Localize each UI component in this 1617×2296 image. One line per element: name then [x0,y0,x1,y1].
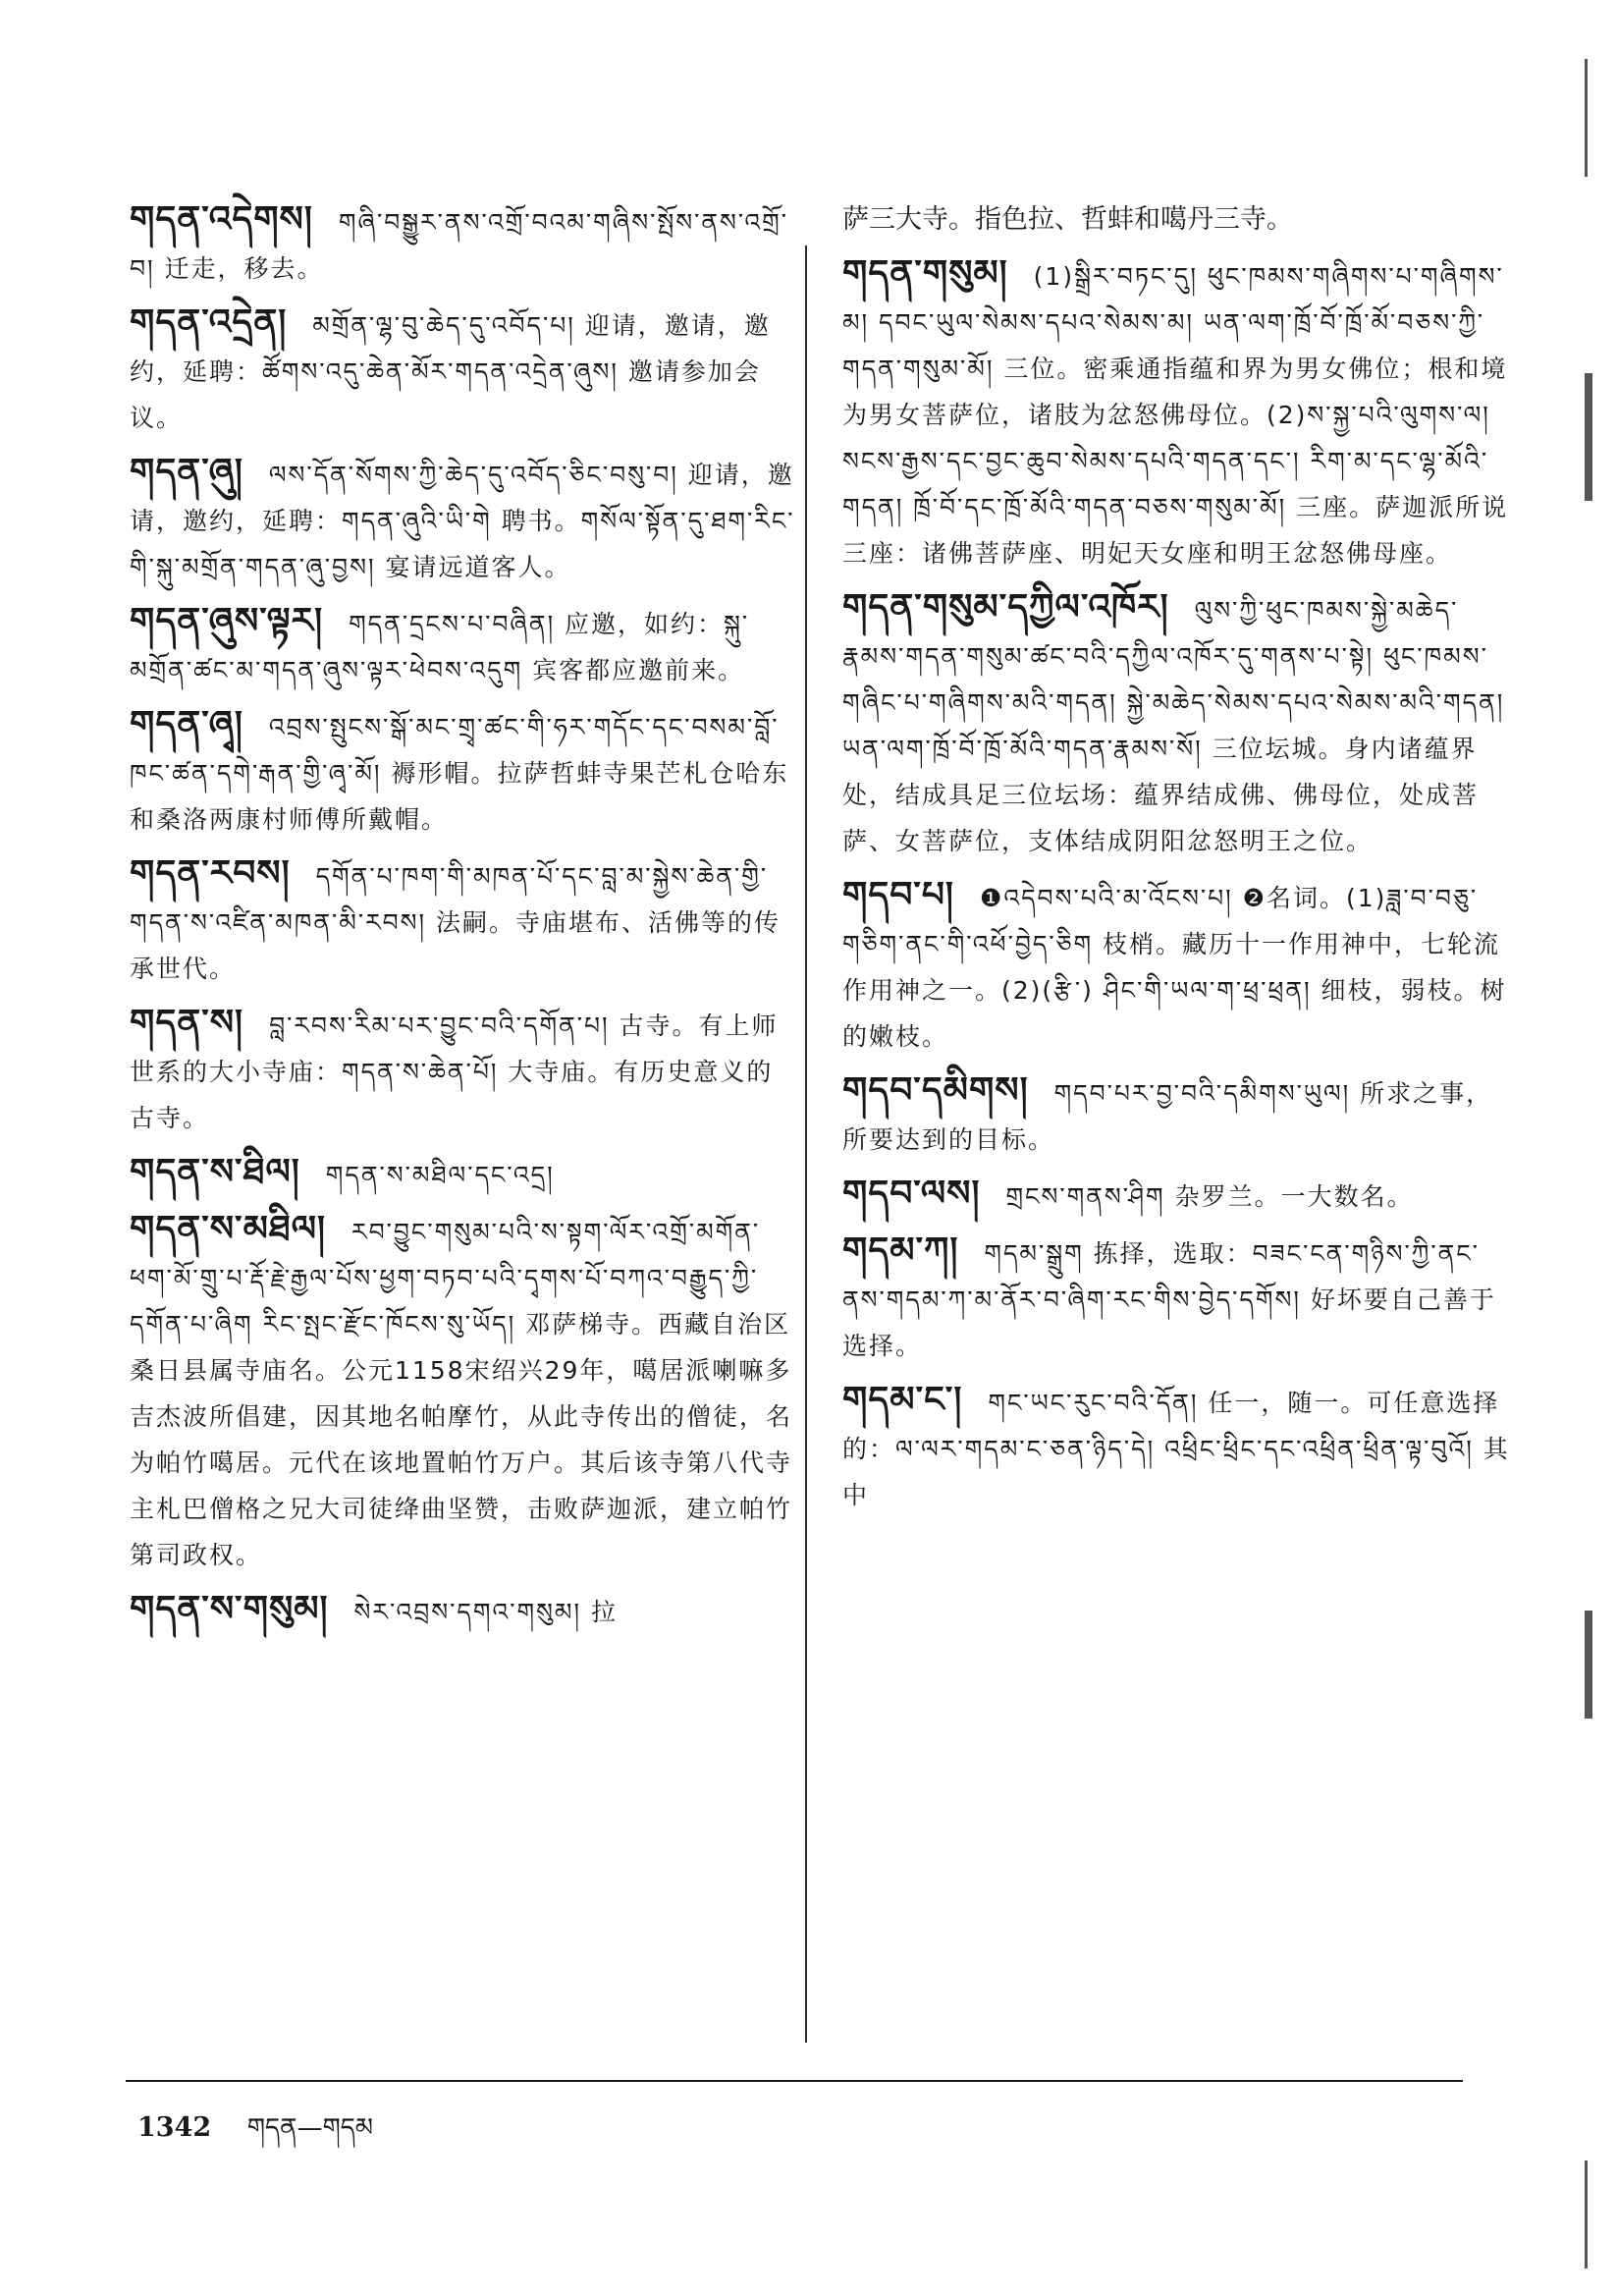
dictionary-entry [130,850,797,992]
headword: གདན་འདེགས། [130,199,313,240]
headword: གདབ་ལས། [842,1174,981,1214]
page-range: གདན—གདམ [246,2113,374,2143]
definition: གདན་དྲངས་པ་བཞིན། 应邀，如约：སྐུ་མགྲོན་ཚང་མ་གདན་ཞུས་ལྟར་ཕེབས་འདུག 宾客都应邀前来。 [130,610,750,684]
dictionary-entry [842,584,1510,864]
definition: དགོན་པ་ཁག་གི་མཁན་པོ་དང་བླ་མ་སྐྱེས་ཆེན་གྱི་གདན་ས་འཛིན་མཁན་མི་རབས། 法嗣。寺庙堪布、活佛等的传承世代。 [130,862,782,983]
definition: གང་ཡང་རུང་བའི་དོན། 任一，随一。可任意选择的：ལ་ལར་གདམ་ང་ཅན་ཉིད་དེ། འཕྲིང་ཕྲིང་དང་འཕྲིན་ཕྲིན་ལྟ་བུའོ། 其中 [842,1389,1510,1509]
dictionary-entry [842,1171,1510,1220]
page-footer [137,2100,373,2171]
definition: 萨三大寺。指色拉、哲蚌和噶丹三寺。 [842,204,1293,235]
headword: གདབ་དམིགས། [842,1070,1029,1111]
headword: གདན་ཞྭ། [130,704,243,744]
headword: གདན་ས། [130,1003,244,1043]
definition: འབྲས་སྤུངས་སྒོ་མང་གྲྭ་ཚང་གི་ཧར་གདོང་དང་བསམ་བློ་ཁང་ཚན་དགེ་རྒན་གྱི་ཞྭ་མོ། 褥形帽。拉萨哲蚌寺果芒札仓哈东和桑洛两康村师傅所戴帽。 [130,713,789,834]
headword: གདན་ཞུ། [130,452,243,492]
dictionary-entry [130,1149,797,1198]
headword: གདམ་ཀ། [842,1230,959,1271]
headword: གདན་རབས། [130,853,291,894]
footer-rule [126,2080,1463,2082]
headword: གདན་ཞུས་ལྟར། [130,601,324,641]
definition: གདན་ས་མཐིལ་དང་འདྲ། [325,1161,555,1189]
definition: གྲངས་གནས་ཤིག 杂罗兰。一大数名。 [1005,1182,1414,1211]
dictionary-entry [130,1206,797,1578]
edge-mark [1585,2160,1588,2269]
dictionary-entry [842,1067,1510,1163]
definition: ལས་དོན་སོགས་ཀྱི་ཆེད་དུ་འབོད་ཅིང་བསུ་བ། 迎请，邀请，邀约，延聘：གདན་ཞུའི་ཡི་གེ 聘书。གསོལ་སྟོན་དུ་ཐག་རིང་གི་སྐུ་མགྲོན་གདན་ཞུ་བྱས། 宴请远道客人。 [130,461,795,581]
page-number: 1342 [137,2112,212,2143]
right-column [842,196,1510,1526]
definition: གདམ་སྒྲུག 拣择，选取：བཟང་ངན་གཉིས་ཀྱི་ནང་ནས་གདམ་ཀ་མ་ནོར་བ་ཞིག་རང་གིས་བྱེད་དགོས། 好坏要自己善于选择。 [842,1239,1496,1360]
edge-mark [1585,373,1592,501]
headword: གདབ་པ། [842,875,954,915]
definition: མགྲོན་ལྷ་བུ་ཆེད་དུ་འབོད་པ། 迎请，邀请，邀约，延聘：ཚོགས་འདུ་ཆེན་མོར་གདན་འདྲེན་ཞུས། 邀请参加会议。 [130,311,771,432]
definition: སེར་འབྲས་དགའ་གསུམ། 拉 [353,1598,618,1626]
headword: གདན་ས་མཐིལ། [130,1209,327,1249]
dictionary-entry [130,300,797,441]
edge-mark [1585,1611,1592,1719]
headword: གདན་ས་གསུམ། [130,1589,329,1629]
definition: ལུས་ཀྱི་ཕུང་ཁམས་སྐྱེ་མཆེད་རྣམས་གདན་གསུམ་ཚང་བའི་དཀྱིལ་འཁོར་དུ་གནས་པ་སྟེ། ཕུང་ཁམས་གཞིང་པ་གཞིགས་མའི་གདན། སྐྱེ་མཆེད་སེམས་དཔའ་སེམས་མའི་གདན། ཡན་ལག་ཁྲོ་བོ་ཁྲོ་མོའི་གདན་རྣམས་སོ། 三位坛城。身内诸蕴界处，结成具足三位坛场：蕴界结成佛、佛母位，处成菩萨、女菩萨位，支体结成阴阳忿怒明王之位。 [842,596,1505,855]
headword: གདན་ས་ཐིལ། [130,1152,300,1192]
dictionary-entry [130,1000,797,1141]
scan-edge-marks [1579,0,1617,2296]
headword: གདན་གསུམ། [842,253,1008,294]
left-column [130,196,797,1643]
edge-mark [1585,59,1588,177]
column-divider [805,246,807,2043]
definition: (1)སྒྲིར་བཏང་དུ། ཕུང་ཁམས་གཞིགས་པ་གཞིགས་མ། དབང་ཡུལ་སེམས་དཔའ་སེམས་མ། ཡན་ལག་ཁྲོ་བོ་ཁྲོ་མོ་བཅས་ཀྱི་གདན་གསུམ་མོ། 三位。密乘通指蕴和界为男女佛位；根和境为男女菩萨位，诸肢为忿怒佛母位。(2)ས་སྐྱ་པའི་ལུགས་ལ། སངས་རྒྱས་དང་བྱང་ཆུབ་སེམས་དཔའི་གདན་དང་། རིག་མ་དང་ལྷ་མོའི་གདན། ཁྲོ་བོ་དང་ཁྲོ་མོའི་གདན་བཅས་གསུམ་མོ། 三座。萨迦派所说三座：诸佛菩萨座、明妃天女座和明王忿怒佛母座。 [842,262,1509,568]
headword: གདན་འདྲེན། [130,302,288,343]
definition: གཞི་བསྒྱུར་ནས་འགྲོ་བའམ་གཞིས་སྤོས་ནས་འགྲོ་བ། 迁走，移去。 [130,208,789,283]
definition: རབ་བྱུང་གསུམ་པའི་ས་སྟག་ལོར་འགྲོ་མགོན་ཕག་མོ་གྲུ་པ་རྡོ་རྗེ་རྒྱལ་པོས་ཕྱག་བཏབ་པའི་དྭགས་པོ་བཀའ་བརྒྱུད་ཀྱི་དགོན་པ་ཞིག རིང་སྤང་རྫོང་ཁོངས་སུ་ཡོད། 邓萨梯寺。西藏自治区桑日县属寺庙名。公元1158宋绍兴29年，噶居派喇嘛多吉杰波所倡建，因其地名帕摩竹，从此寺传出的僧徒，名为帕竹噶居。元代在该地置帕竹万户。其后该寺第八代寺主札巴僧格之兄大司徒绛曲坚赞，击败萨迦派，建立帕竹第司政权。 [130,1218,793,1569]
headword: གདན་གསུམ་དཀྱིལ་འཁོར། [842,587,1169,628]
dictionary-entry [842,250,1510,576]
dictionary-entry [130,701,797,843]
dictionary-entry [842,1228,1510,1369]
headword: གདམ་ང་། [842,1380,963,1420]
dictionary-entry [130,598,797,693]
dictionary-entry [130,449,797,590]
dictionary-entry-continuation [842,196,1510,243]
definition: ❶འདེབས་པའི་མ་འོངས་པ། ❷名词。(1)ཟླ་བ་བཅུ་གཅིག་ནང་གི་འཕོ་བྱེད་ཅིག 枝梢。藏历十一作用神中，七轮流作用神之一。(2)(རྩི་) ཤིང་གི་ཡལ་ག་ཕྲ་ཕྲན། 细枝，弱枝。树的嫩枝。 [842,884,1507,1051]
dictionary-entry [842,1377,1510,1518]
dictionary-entry [130,1586,797,1635]
dictionary-entry [130,196,797,292]
definition: གདབ་པར་བྱ་བའི་དམིགས་ཡུལ། 所求之事，所要达到的目标。 [842,1079,1493,1154]
dictionary-entry [842,872,1510,1060]
definition: བླ་རབས་རིམ་པར་བྱུང་བའི་དགོན་པ། 古寺。有上师世系的大小寺庙：གདན་ས་ཆེན་པོ། 大寺庙。有历史意义的古寺。 [130,1011,779,1132]
